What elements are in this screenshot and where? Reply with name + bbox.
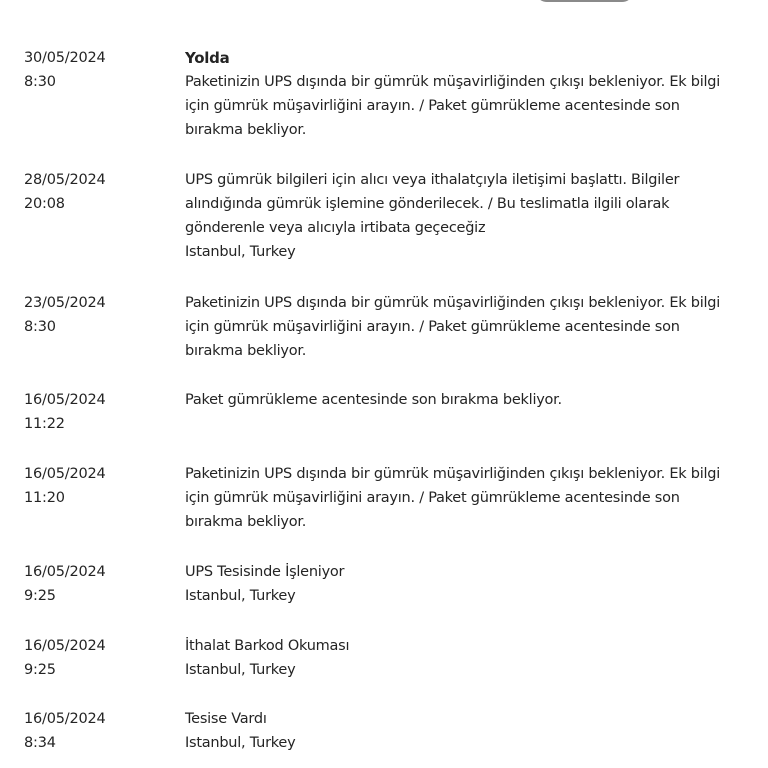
event-time: 8:34 <box>24 735 56 751</box>
event-datetime <box>24 560 174 608</box>
event-location: Istanbul, Turkey <box>185 244 296 260</box>
event-description-line: Paketinizin UPS dışında bir gümrük müşavirliğinden çıkışı bekleniyor. Ek bilgi <box>185 295 721 311</box>
event-details <box>185 634 755 682</box>
event-time: 8:30 <box>24 74 56 90</box>
event-time: 8:30 <box>24 319 56 335</box>
event-time: 20:08 <box>24 196 65 212</box>
event-description-line: UPS gümrük bilgileri için alıcı veya ithalatçıyla iletişimi başlattı. Bilgiler <box>185 172 680 188</box>
event-description-line: Tesise Vardı <box>185 711 267 727</box>
event-description-line: için gümrük müşavirliğini arayın. / Paket gümrükleme acentesinde son <box>185 98 680 114</box>
event-description-line: bırakma bekliyor. <box>185 122 307 138</box>
event-description-line: Paketinizin UPS dışında bir gümrük müşavirliğinden çıkışı bekleniyor. Ek bilgi <box>185 74 721 90</box>
event-description-line: UPS Tesisinde İşleniyor <box>185 564 345 580</box>
event-date: 16/05/2024 <box>24 564 106 580</box>
event-date: 30/05/2024 <box>24 50 106 66</box>
event-location: Istanbul, Turkey <box>185 662 296 678</box>
event-details <box>185 388 755 412</box>
event-description-line: Paket gümrükleme acentesinde son bırakma bekliyor. <box>185 392 562 408</box>
event-date: 23/05/2024 <box>24 295 106 311</box>
event-date: 16/05/2024 <box>24 392 106 408</box>
event-date: 16/05/2024 <box>24 638 106 654</box>
event-datetime <box>24 291 174 339</box>
event-details <box>185 707 755 755</box>
event-date: 16/05/2024 <box>24 466 106 482</box>
event-description-line: gönderenle veya alıcıyla irtibata geçeceğiz <box>185 220 486 236</box>
event-datetime <box>24 707 174 755</box>
event-datetime <box>24 462 174 510</box>
event-details <box>185 291 755 363</box>
event-time: 11:20 <box>24 490 65 506</box>
event-details <box>185 560 755 608</box>
event-description-line: Paketinizin UPS dışında bir gümrük müşavirliğinden çıkışı bekleniyor. Ek bilgi <box>185 466 721 482</box>
event-location: Istanbul, Turkey <box>185 735 296 751</box>
event-details <box>185 462 755 534</box>
event-date: 16/05/2024 <box>24 711 106 727</box>
event-description-line: bırakma bekliyor. <box>185 514 307 530</box>
event-datetime <box>24 168 174 216</box>
event-location: Istanbul, Turkey <box>185 588 296 604</box>
event-datetime <box>24 388 174 436</box>
event-details <box>185 46 755 142</box>
event-description-line: için gümrük müşavirliğini arayın. / Paket gümrükleme acentesinde son <box>185 319 680 335</box>
event-time: 9:25 <box>24 662 56 678</box>
event-description-line: bırakma bekliyor. <box>185 343 307 359</box>
top-action-button[interactable] <box>535 0 634 2</box>
event-datetime <box>24 46 174 94</box>
event-date: 28/05/2024 <box>24 172 106 188</box>
event-details <box>185 168 755 264</box>
event-time: 11:22 <box>24 416 65 432</box>
event-description-line: için gümrük müşavirliğini arayın. / Paket gümrükleme acentesinde son <box>185 490 680 506</box>
event-description-line: İthalat Barkod Okuması <box>185 638 350 654</box>
event-status: Yolda <box>185 49 230 67</box>
event-description-line: alındığında gümrük işlemine gönderilecek. / Bu teslimatla ilgili olarak <box>185 196 670 212</box>
event-time: 9:25 <box>24 588 56 604</box>
event-datetime <box>24 634 174 682</box>
